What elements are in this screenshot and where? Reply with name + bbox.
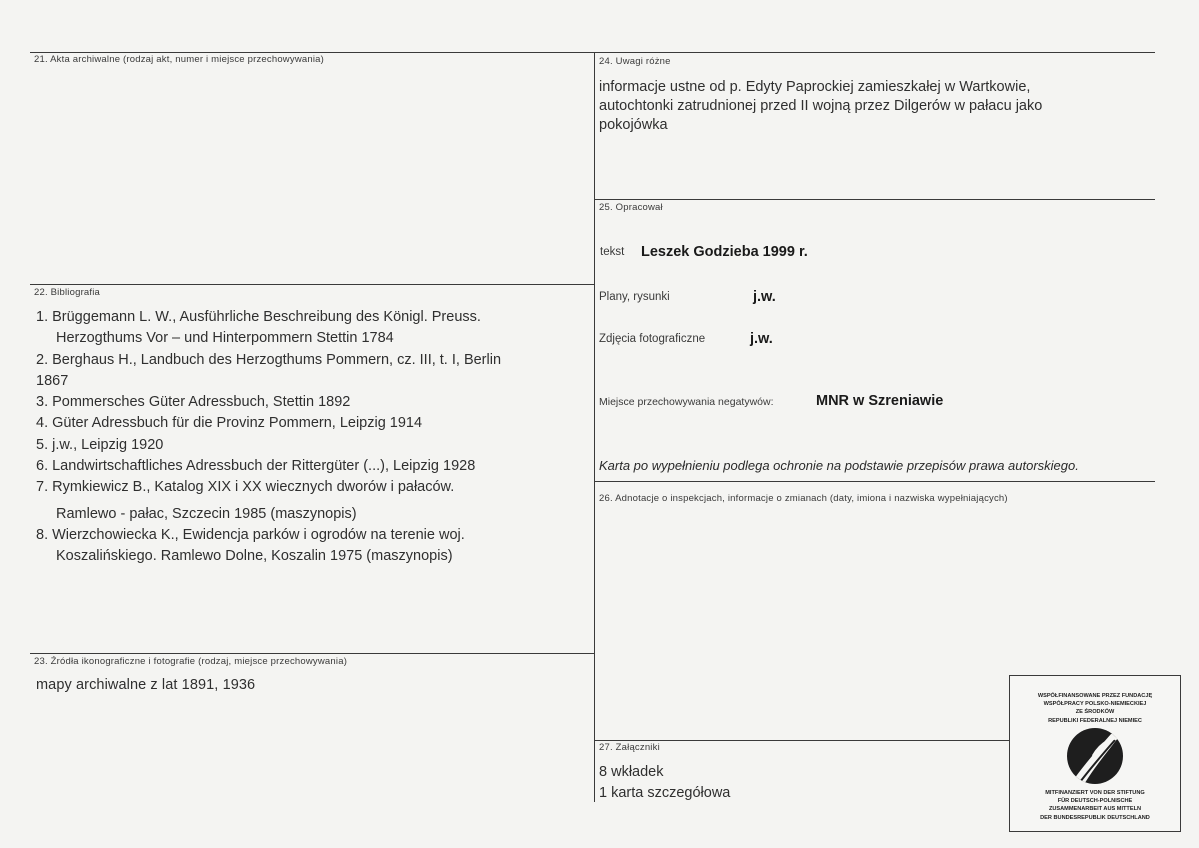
tekst-label: tekst xyxy=(600,246,625,258)
bibliography-line: 4. Güter Adressbuch für die Provinz Pommern, Leipzig 1914 xyxy=(36,415,423,432)
divider-25-26 xyxy=(594,481,1155,482)
logo-line: WSPÓŁPRACY POLSKO-NIEMIECKIEJ xyxy=(1043,701,1147,708)
logo-line: MITFINANZIERT VON DER STIFTUNG xyxy=(1045,790,1145,796)
bibliography-line: 1. Brüggemann L. W., Ausführliche Beschreibung des Königl. Preuss. xyxy=(36,309,481,325)
section-23-text: mapy archiwalne z lat 1891, 1936 xyxy=(36,677,256,693)
miejsce-label: Miejsce przechowywania negatywów: xyxy=(599,396,774,408)
zdjecia-label: Zdjęcia fotograficzne xyxy=(599,333,706,345)
bibliography-line: 3. Pommersches Güter Adressbuch, Stettin 1892 xyxy=(36,394,351,411)
remarks-line: informacje ustne od p. Edyty Paprockiej zamieszkałej w Wartkowie, xyxy=(599,79,1031,95)
logo-german-text xyxy=(1010,789,1180,822)
divider-top xyxy=(30,52,1155,53)
remarks-line: pokojówka xyxy=(599,117,668,133)
section-21-label: 21. Akta archiwalne (rodzaj akt, numer i miejsce przechowywania) xyxy=(34,54,325,65)
section-27-label: 27. Załączniki xyxy=(599,742,660,753)
logo-line: WSPÓŁFINANSOWANE PRZEZ FUNDACJĘ xyxy=(1037,693,1153,699)
section-24-label: 24. Uwagi różne xyxy=(599,56,671,67)
zdjecia-value: j.w. xyxy=(750,331,773,347)
bibliography-line: 6. Landwirtschaftliches Adressbuch der Rittergüter (...), Leipzig 1928 xyxy=(36,458,476,475)
bibliography-line: Ramlewo - pałac, Szczecin 1985 (maszynopis) xyxy=(56,505,357,522)
divider-26-27 xyxy=(594,740,1009,741)
copyright-notice: Karta po wypełnieniu podlega ochronie na podstawie przepisów prawa autorskiego. xyxy=(599,458,1079,473)
divider-24-25 xyxy=(594,199,1155,200)
plany-label: Plany, rysunki xyxy=(599,291,670,303)
divider-21-22 xyxy=(30,284,594,285)
miejsce-value: MNR w Szreniawie xyxy=(816,393,944,409)
logo-line: ZE ŚRODKÓW xyxy=(1075,709,1115,716)
bibliography-line: 2. Berghaus H., Landbuch des Herzogthums Pommern, cz. III, t. I, Berlin xyxy=(36,351,502,368)
section-23-label: 23. Źródła ikonograficzne i fotografie (rodzaj, miejsce przechowywania) xyxy=(34,656,348,667)
logo-polish-text xyxy=(1010,692,1180,725)
tekst-value: Leszek Godzieba 1999 r. xyxy=(641,244,808,260)
bibliography-line: 7. Rymkiewicz B., Katalog XIX i XX wiecznych dworów i pałaców. xyxy=(36,479,455,496)
bibliography-line: Herzogthums Vor – und Hinterpommern Stettin 1784 xyxy=(56,330,394,347)
attachment-line: 1 karta szczegółowa xyxy=(599,785,731,801)
attachment-line: 8 wkładek xyxy=(599,764,664,780)
foundation-emblem-icon xyxy=(1063,726,1127,786)
section-24-text xyxy=(599,78,1042,135)
bibliography-line: Koszalińskiego. Ramlewo Dolne, Koszalin 1975 (maszynopis) xyxy=(56,548,453,565)
logo-line: DER BUNDESREPUBLIK DEUTSCHLAND xyxy=(1040,814,1150,821)
logo-line: FÜR DEUTSCH-POLNISCHE xyxy=(1057,798,1133,805)
plany-value: j.w. xyxy=(753,289,776,305)
logo-line: ZUSAMMENARBEIT AUS MITTELN xyxy=(1048,806,1142,813)
section-26-label: 26. Adnotacje o inspekcjach, informacje o zmianach (daty, imiona i nazwiska wypełniających) xyxy=(599,493,1008,504)
bibliography-line: 1867 xyxy=(36,372,69,389)
section-25-label: 25. Opracował xyxy=(599,202,663,213)
bibliography-line: 5. j.w., Leipzig 1920 xyxy=(36,436,164,453)
bibliography-line: 8. Wierzchowiecka K., Ewidencja parków i ogrodów na terenie woj. xyxy=(36,526,465,543)
section-22-label: 22. Bibliografia xyxy=(34,287,101,298)
foundation-logo xyxy=(1009,675,1181,832)
divider-22-23 xyxy=(30,653,594,654)
divider-center xyxy=(594,52,595,802)
logo-line: REPUBLIKI FEDERALNEJ NIEMIEC xyxy=(1048,717,1142,724)
remarks-line: autochtonki zatrudnionej przed II wojną przez Dilgerów w pałacu jako xyxy=(599,98,1043,114)
attachments-list xyxy=(599,762,730,804)
bibliography-list xyxy=(36,307,501,568)
